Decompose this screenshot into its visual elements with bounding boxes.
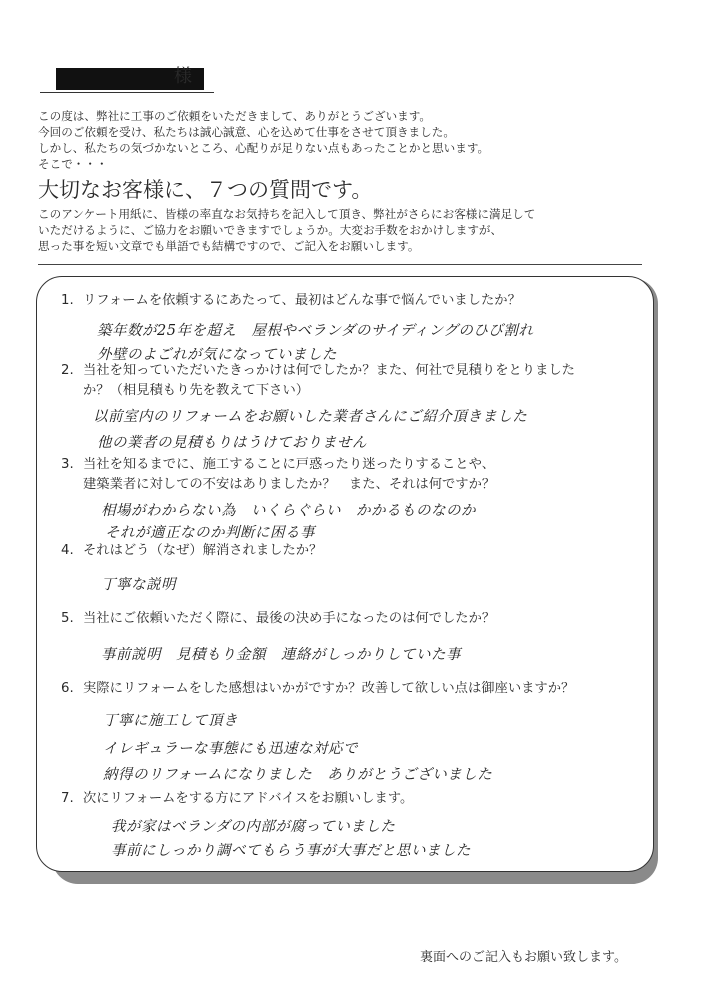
answer-2-line-1[interactable]: 以前室内のリフォームをお願いした業者さんにご紹介頂きました [93,409,528,425]
answer-4-line-1[interactable]: 丁寧な説明 [101,577,176,593]
instructions-line: このアンケート用紙に、皆様の率直なお気持ちを記入して頂き、弊社がさらにお客様に満足して [38,207,536,221]
question-text-continued: か？（相見積もり先を教えて下さい） [83,383,310,398]
footer-note: 裏面へのご記入もお願い致します。 [420,950,627,965]
questionnaire-box [36,276,654,872]
instructions-text [38,206,535,254]
question-text: それはどう（なぜ）解消されましたか？ [83,543,323,558]
question-number: 6. [61,681,74,696]
headline: 大切なお客様に、７つの質問です。 [38,178,373,202]
intro-line: そこで・・・ [38,157,108,171]
question-number: 5. [61,611,74,626]
question-text: 実際にリフォームをした感想はいかがですか？改善して欲しい点は御座いますか？ [83,681,575,696]
question-2 [61,361,575,401]
answer-7-line-1[interactable]: 我が家はベランダの内部が腐っていました [111,819,396,835]
question-text: 次にリフォームをする方にアドバイスをお願いします。 [83,791,414,806]
question-3 [61,455,495,495]
question-number: 7. [61,791,74,806]
intro-text [38,108,678,172]
question-text-continued: 建築業者に対しての不安はありましたか？ また、それは何ですか？ [83,477,496,492]
question-4 [61,541,322,561]
question-number: 1. [61,293,74,308]
question-text: 当社を知っていただいたきっかけは何でしたか？また、何社で見積りをとりました [83,363,575,378]
question-number: 4. [61,543,74,558]
intro-line: この度は、弊社に工事のご依頼をいただきまして、ありがとうございます。 [38,109,432,123]
answer-6-line-1[interactable]: 丁寧に施工して頂き [103,713,238,729]
name-underline [40,92,214,93]
divider [38,264,642,265]
question-1 [61,291,521,311]
question-text: 当社を知るまでに、施工することに戸惑ったり迷ったりすることや、 [83,457,495,472]
answer-3-line-1[interactable]: 相場がわからない為 いくらぐらい かかるものなのか [101,503,476,519]
answer-6-line-2[interactable]: イレギュラーな事態にも迅速な対応で [103,741,358,757]
intro-line: 今回のご依頼を受け、私たちは誠心誠意、心を込めて仕事をさせて頂きました。 [38,125,455,139]
question-number: 3. [61,457,74,472]
intro-line: しかし、私たちの気づかないところ、心配りが足りない点もあったことかと思います。 [38,141,490,155]
question-7 [61,789,413,809]
question-number: 2. [61,363,74,378]
answer-5-line-1[interactable]: 事前説明 見積もり金額 連絡がしっかりしていた事 [101,647,461,663]
answer-2-line-2[interactable]: 他の業者の見積もりはうけておりません [97,435,367,451]
answer-1-line-2[interactable]: 外壁のよごれが気になっていました [97,347,337,363]
instructions-line: いただけるように、ご協力をお願いできますでしょうか。大変お手数をおかけしますが、 [38,223,503,237]
salutation: 様 [174,66,192,87]
instructions-line: 思った事を短い文章でも単語でも結構ですので、ご記入をお願いします。 [38,239,420,253]
question-6 [61,679,574,699]
answer-3-line-2[interactable]: それが適正なのか判断に困る事 [105,525,315,541]
answer-7-line-2[interactable]: 事前にしっかり調べてもらう事が大事だと思いました [111,843,471,859]
question-text: リフォームを依頼するにあたって、最初はどんな事で悩んでいましたか？ [83,293,521,308]
answer-6-line-3[interactable]: 納得のリフォームになりました ありがとうございました [103,767,493,783]
question-text: 当社にご依頼いただく際に、最後の決め手になったのは何でしたか？ [83,611,496,626]
question-5 [61,609,495,629]
answer-1-line-1[interactable]: 築年数が25年を超え 屋根やベランダのサイディングのひび割れ [97,323,534,339]
